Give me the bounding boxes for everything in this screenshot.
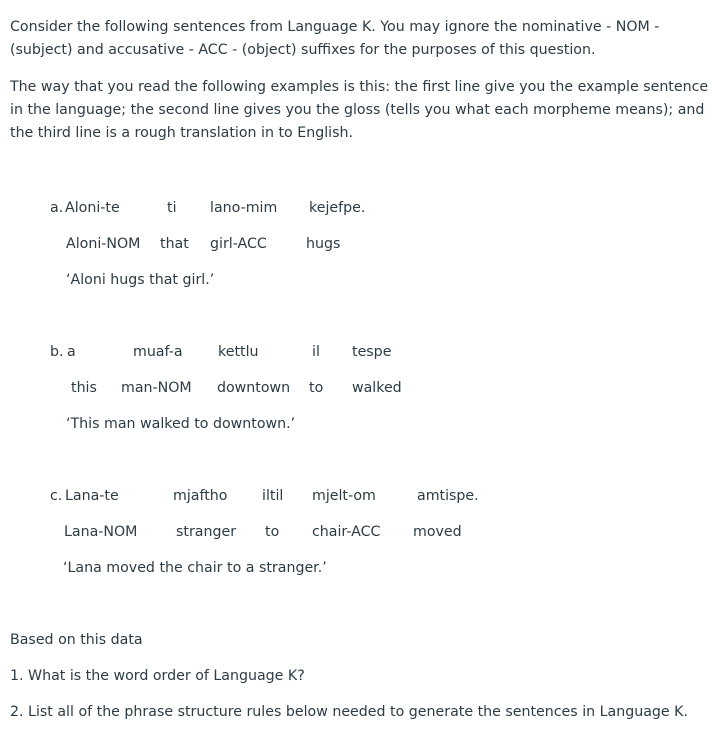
example-word: ti	[167, 200, 177, 216]
gloss-word: man-NOM	[121, 380, 192, 396]
example-translation: ‘Lana moved the chair to a stranger.’	[63, 560, 327, 576]
questions-lead: Based on this data	[10, 632, 143, 648]
intro-paragraph-1: Consider the following sentences from Language K. You may ignore the nominative - NOM - (subject) and accusative - ACC - (object) suffixes for the purposes of this question.	[10, 19, 660, 58]
example-word: mjaftho	[173, 488, 228, 504]
example-word: iltil	[262, 488, 284, 504]
example-word: mjelt-om	[312, 488, 376, 504]
gloss-word: to	[309, 380, 324, 396]
gloss-word: girl-ACC	[210, 236, 267, 252]
question-1: 1. What is the word order of Language K?	[10, 668, 305, 684]
example-word: tespe	[352, 344, 392, 360]
example-label: c.	[50, 488, 63, 504]
gloss-word: moved	[413, 524, 462, 540]
gloss-word: Aloni-NOM	[66, 236, 141, 252]
question-2: 2. List all of the phrase structure rules below needed to generate the sentences in Language K.	[10, 704, 688, 720]
example-word: muaf-a	[133, 344, 183, 360]
example-label: b.	[50, 344, 64, 360]
example-word: amtispe.	[417, 488, 479, 504]
example-word: kettlu	[218, 344, 259, 360]
gloss-word: chair-ACC	[312, 524, 381, 540]
example-word: Lana-te	[65, 488, 119, 504]
gloss-word: to	[265, 524, 280, 540]
example-label: a.	[50, 200, 64, 216]
gloss-word: that	[160, 236, 189, 252]
example-word: Aloni-te	[65, 200, 120, 216]
example-translation: ‘Aloni hugs that girl.’	[66, 272, 215, 288]
gloss-word: this	[71, 380, 97, 396]
example-word: kejefpe.	[309, 200, 366, 216]
example-word: a	[67, 344, 76, 360]
intro-paragraph-2: The way that you read the following examples is this: the first line give you the example sentence in the language; the second line gives you the gloss (tells you what each morpheme means); and the third line is a rough translation in to English.	[10, 79, 709, 141]
gloss-word: walked	[352, 380, 402, 396]
example-translation: ‘This man walked to downtown.’	[66, 416, 296, 432]
gloss-word: hugs	[306, 236, 341, 252]
example-word: lano-mim	[210, 200, 278, 216]
gloss-word: Lana-NOM	[64, 524, 138, 540]
gloss-word: downtown	[217, 380, 291, 396]
example-word: il	[312, 344, 320, 360]
gloss-word: stranger	[176, 524, 237, 540]
